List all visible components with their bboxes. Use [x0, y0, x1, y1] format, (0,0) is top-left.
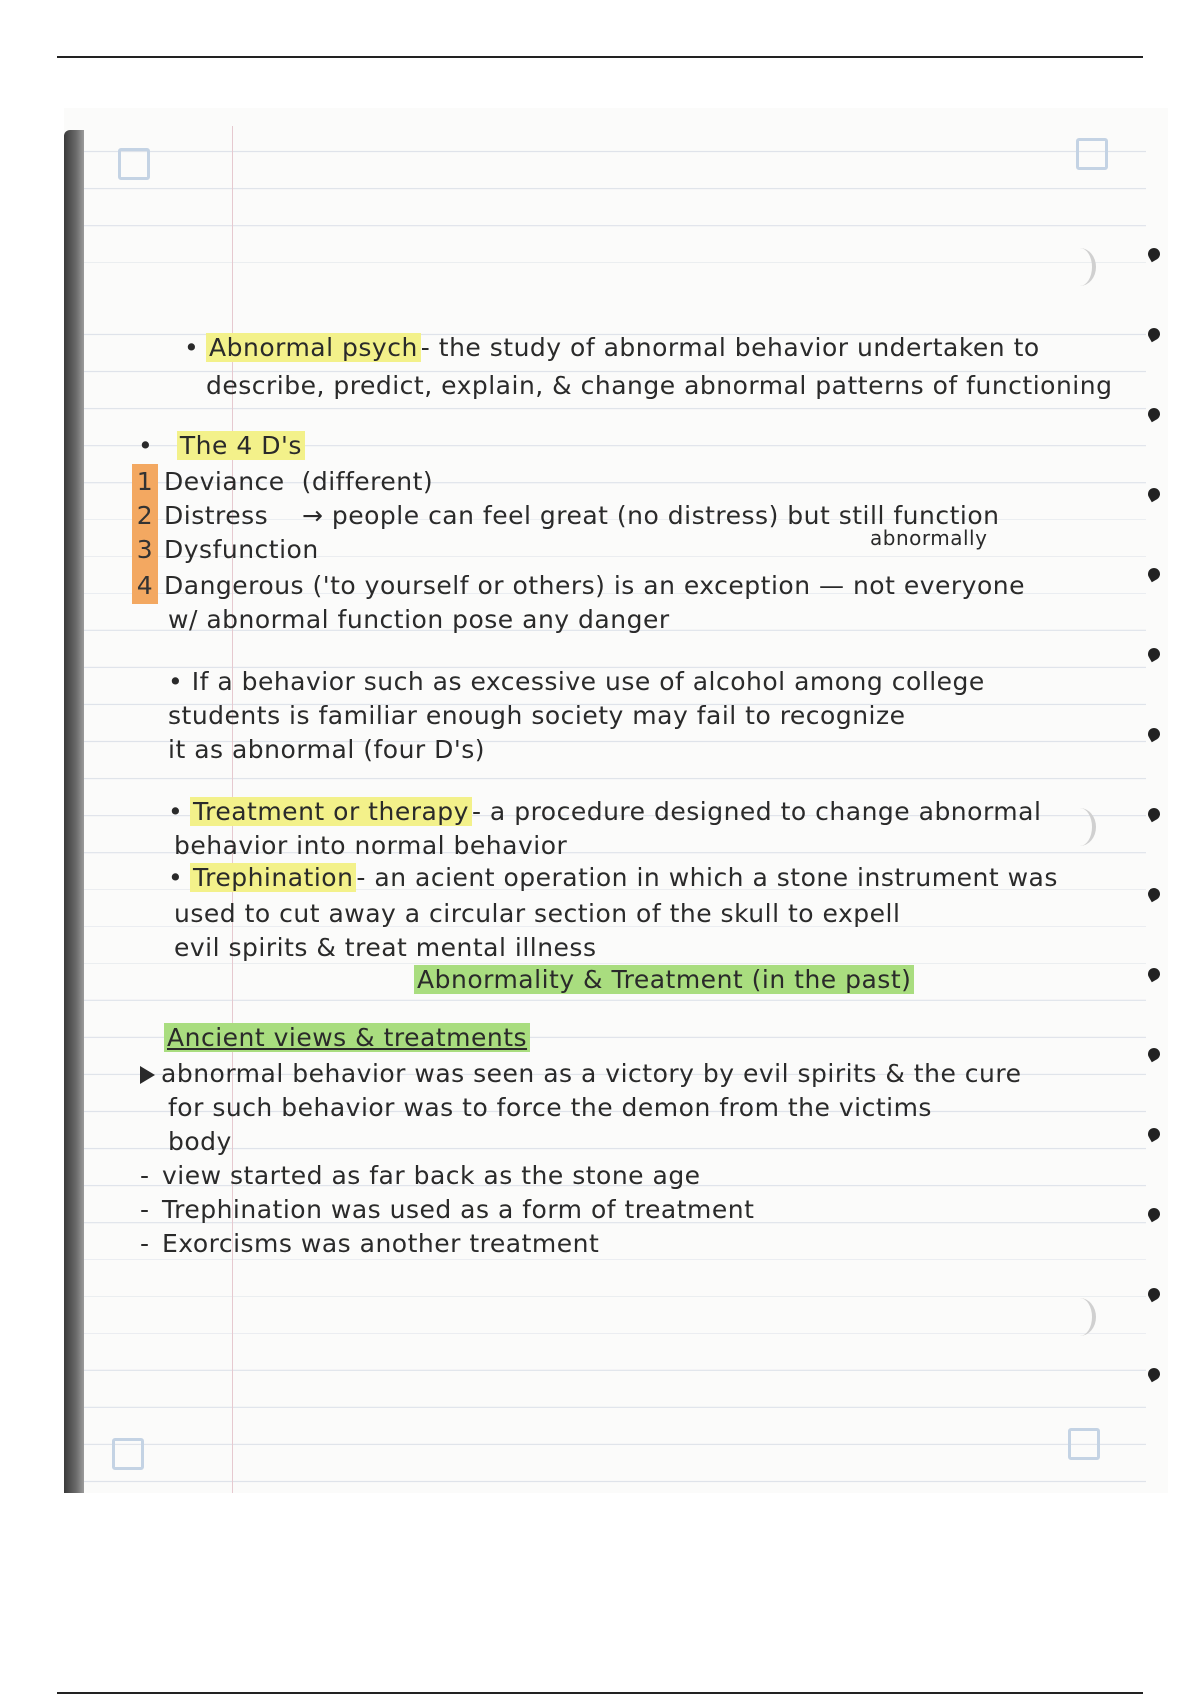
spiral-ring [1146, 886, 1162, 902]
dash-item-text: view started as far back as the stone age [162, 1161, 701, 1190]
d-item-dangerous [132, 568, 1025, 604]
dash-symbol: - [140, 1161, 150, 1190]
four-ds-heading [138, 428, 305, 464]
spiral-ring [1146, 486, 1162, 502]
spiral-ring [1146, 566, 1162, 582]
spiral-ring [1146, 326, 1162, 342]
bullet-dot: • [168, 863, 184, 892]
d-item-text: Distress [164, 501, 269, 530]
spiral-ring [1146, 246, 1162, 262]
spiral-ring [1146, 966, 1162, 982]
corner-mark-bottom-left [112, 1438, 144, 1470]
definition-trephination [168, 860, 1058, 896]
top-rule [57, 56, 1143, 58]
dash-item-stone-age [140, 1158, 701, 1194]
d-item-distress-note-2: abnormally [870, 526, 988, 550]
bullet-dot: • [138, 431, 154, 460]
spiral-ring [1146, 646, 1162, 662]
alcohol-note-line-3: it as abnormal (four D's) [168, 735, 486, 764]
corner-mark-top-left [118, 148, 150, 180]
definition-text: - a procedure designed to change abnormal [471, 797, 1042, 826]
ancient-view-text: abnormal behavior was seen as a victory by evil spirits & the cure [161, 1059, 1022, 1088]
number-badge: 4 [132, 568, 158, 604]
section-heading-abnormality [414, 962, 914, 998]
notebook-photo [64, 108, 1168, 1493]
definition-text: - an acient operation in which a stone instrument was [356, 863, 1058, 892]
ancient-view-line-1 [140, 1056, 1021, 1092]
d-item-note: (different) [301, 467, 434, 496]
corner-mark-top-right [1076, 138, 1108, 170]
ancient-views-title: Ancient views & treatments [164, 1023, 530, 1052]
dash-symbol: - [140, 1229, 150, 1258]
dash-item-trephination [140, 1192, 754, 1228]
spiral-ring [1146, 1206, 1162, 1222]
dash-item-text: Trephination was used as a form of treatment [162, 1195, 755, 1224]
d-item-note: → people can feel great (no distress) but still function [301, 501, 1000, 530]
number-badge: 1 [132, 464, 158, 500]
dash-symbol: - [140, 1195, 150, 1224]
spiral-ring [1146, 726, 1162, 742]
definition-text: - the study of abnormal behavior undertaken to [420, 333, 1040, 362]
definition-treatment [168, 794, 1041, 830]
dash-item-text: Exorcisms was another treatment [162, 1229, 600, 1258]
definition-treatment-line-2: behavior into normal behavior [174, 831, 568, 860]
bullet-dot: • [184, 333, 200, 362]
alcohol-note-line-1: • If a behavior such as excessive use of alcohol among college [168, 667, 985, 696]
d-item-deviance [132, 464, 433, 500]
spiral-ring [1146, 1126, 1162, 1142]
definition-trephination-line-2: used to cut away a circular section of the skull to expell [174, 899, 901, 928]
spiral-ring [1146, 1286, 1162, 1302]
d-item-text: Dangerous ('to yourself or others) is an exception — not everyone [164, 571, 1025, 600]
ancient-view-line-2: for such behavior was to force the demon from the victims [168, 1093, 932, 1122]
d-item-text: Deviance [164, 467, 285, 496]
spiral-ring [1146, 406, 1162, 422]
definition-abnormal-psych [184, 330, 1040, 366]
section-heading-text: Abnormality & Treatment (in the past) [414, 965, 914, 994]
definition-line-2: describe, predict, explain, & change abnormal patterns of functioning [206, 371, 1113, 400]
number-badge: 2 [132, 498, 158, 534]
ancient-view-line-3: body [168, 1127, 232, 1156]
crescent-mark [1064, 248, 1096, 286]
corner-mark-bottom-right [1068, 1428, 1100, 1460]
spiral-ring [1146, 1366, 1162, 1382]
term-trephination: Trephination [190, 863, 356, 892]
d-item-dangerous-line-2: w/ abnormal function pose any danger [168, 605, 670, 634]
notebook-cover-edge [64, 130, 84, 1493]
d-item-dysfunction [132, 532, 319, 568]
term-abnormal-psych: Abnormal psych [206, 333, 421, 362]
definition-trephination-line-3: evil spirits & treat mental illness [174, 933, 597, 962]
spiral-ring [1146, 1046, 1162, 1062]
d-item-text: Dysfunction [164, 535, 319, 564]
dash-item-exorcism [140, 1226, 599, 1262]
crescent-mark [1064, 1298, 1096, 1336]
ancient-views-heading [164, 1020, 530, 1056]
number-badge: 3 [132, 532, 158, 568]
crescent-mark [1064, 808, 1096, 846]
bullet-dot: • [168, 797, 184, 826]
spiral-ring [1146, 806, 1162, 822]
bottom-rule [57, 1692, 1143, 1694]
four-ds-title: The 4 D's [177, 431, 305, 460]
triangle-bullet-icon [140, 1066, 155, 1084]
alcohol-note-line-2: students is familiar enough society may fail to recognize [168, 701, 906, 730]
term-treatment: Treatment or therapy [190, 797, 472, 826]
